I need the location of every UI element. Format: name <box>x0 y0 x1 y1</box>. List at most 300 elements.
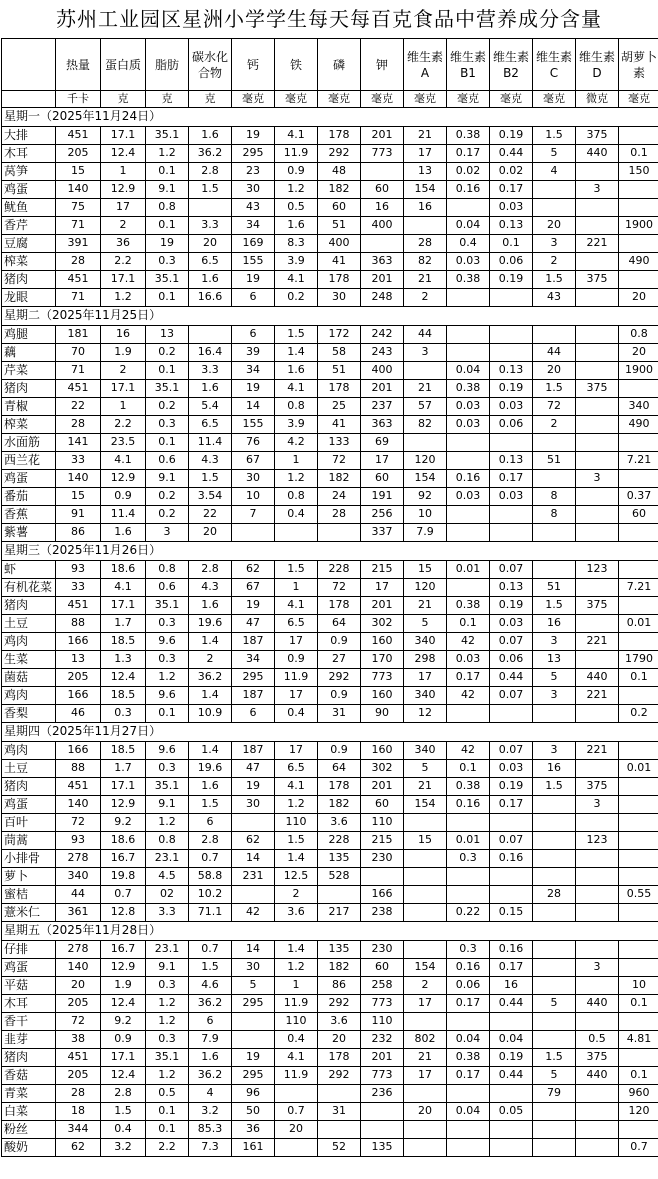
table-cell: 1 <box>101 398 146 416</box>
table-cell: 295 <box>232 669 275 687</box>
table-cell: 1.5 <box>533 271 576 289</box>
table-cell <box>576 886 619 904</box>
table-cell <box>490 434 533 452</box>
table-cell: 236 <box>361 1085 404 1103</box>
table-cell <box>232 524 275 542</box>
table-cell: 71.1 <box>189 904 232 922</box>
unit-cell: 毫克 <box>361 91 404 108</box>
day-section-label: 星期二（2025年11月25日） <box>2 307 658 326</box>
table-cell <box>404 434 447 452</box>
table-cell: 1.4 <box>189 742 232 760</box>
table-cell: 232 <box>361 1031 404 1049</box>
table-cell: 11.9 <box>275 995 318 1013</box>
table-cell: 215 <box>361 832 404 850</box>
table-cell: 91 <box>56 506 101 524</box>
table-cell <box>576 398 619 416</box>
table-cell: 0.3 <box>146 253 189 271</box>
table-cell: 9.1 <box>146 796 189 814</box>
table-cell: 3 <box>533 633 576 651</box>
table-cell: 0.16 <box>447 181 490 199</box>
table-cell <box>576 452 619 470</box>
table-cell: 41 <box>318 416 361 434</box>
table-cell <box>619 1121 658 1139</box>
table-cell: 35.1 <box>146 127 189 145</box>
table-cell: 20 <box>619 344 658 362</box>
table-cell: 1.5 <box>189 181 232 199</box>
table-row <box>2 145 658 163</box>
table-cell <box>490 886 533 904</box>
table-cell: 2.8 <box>189 832 232 850</box>
unit-cell: 毫克 <box>275 91 318 108</box>
table-cell: 205 <box>56 145 101 163</box>
table-cell: 10 <box>619 977 658 995</box>
table-cell: 6.5 <box>189 253 232 271</box>
table-cell: 7 <box>232 506 275 524</box>
table-cell: 0.37 <box>619 488 658 506</box>
table-cell <box>490 1121 533 1139</box>
table-row <box>2 1031 658 1049</box>
table-cell: 43 <box>232 199 275 217</box>
table-cell: 243 <box>361 344 404 362</box>
table-cell: 160 <box>361 687 404 705</box>
table-cell: 4.1 <box>275 778 318 796</box>
table-cell: 16 <box>533 615 576 633</box>
table-cell: 0.17 <box>447 995 490 1013</box>
table-cell <box>447 506 490 524</box>
table-cell: 21 <box>404 271 447 289</box>
food-name: 百叶 <box>2 814 56 832</box>
table-cell: 215 <box>361 561 404 579</box>
day-section-label: 星期一（2025年11月24日） <box>2 108 658 127</box>
table-cell: 5 <box>533 995 576 1013</box>
table-row <box>2 416 658 434</box>
table-row <box>2 398 658 416</box>
table-cell: 19 <box>232 778 275 796</box>
table-cell: 0.1 <box>146 217 189 235</box>
table-cell: 15 <box>404 561 447 579</box>
table-cell <box>619 1013 658 1031</box>
food-name: 鱿鱼 <box>2 199 56 217</box>
table-cell: 12.9 <box>101 181 146 199</box>
table-cell <box>533 796 576 814</box>
table-cell <box>533 326 576 344</box>
table-cell: 19 <box>232 380 275 398</box>
table-cell: 60 <box>361 470 404 488</box>
table-cell: 86 <box>318 977 361 995</box>
table-cell: 292 <box>318 145 361 163</box>
table-row <box>2 633 658 651</box>
table-cell: 28 <box>404 235 447 253</box>
table-cell: 0.19 <box>490 380 533 398</box>
table-cell: 62 <box>56 1139 101 1157</box>
table-cell <box>447 1085 490 1103</box>
table-cell: 248 <box>361 289 404 307</box>
table-cell <box>404 1139 447 1157</box>
unit-cell: 微克 <box>576 91 619 108</box>
table-cell: 0.38 <box>447 127 490 145</box>
food-name: 香芹 <box>2 217 56 235</box>
table-cell: 166 <box>361 886 404 904</box>
table-row <box>2 127 658 145</box>
table-cell: 28 <box>56 416 101 434</box>
table-cell <box>447 814 490 832</box>
table-cell: 451 <box>56 778 101 796</box>
food-name: 鸡蛋 <box>2 181 56 199</box>
table-row <box>2 488 658 506</box>
unit-cell: 毫克 <box>318 91 361 108</box>
table-cell: 33 <box>56 579 101 597</box>
table-cell: 292 <box>318 995 361 1013</box>
table-cell: 256 <box>361 506 404 524</box>
table-cell <box>576 850 619 868</box>
table-cell: 258 <box>361 977 404 995</box>
food-name: 水面筋 <box>2 434 56 452</box>
table-cell: 237 <box>361 398 404 416</box>
table-cell: 7.9 <box>404 524 447 542</box>
table-cell: 3 <box>533 235 576 253</box>
table-cell: 0.19 <box>490 127 533 145</box>
table-cell <box>490 1085 533 1103</box>
table-cell: 0.1 <box>619 1067 658 1085</box>
table-cell: 3 <box>576 181 619 199</box>
table-cell: 02 <box>146 886 189 904</box>
table-cell: 1900 <box>619 217 658 235</box>
table-cell: 0.2 <box>146 344 189 362</box>
table-row <box>2 868 658 886</box>
table-cell: 76 <box>232 434 275 452</box>
table-cell: 1.5 <box>189 959 232 977</box>
column-header: 脂肪 <box>146 39 189 91</box>
table-cell: 0.55 <box>619 886 658 904</box>
food-name: 鸡蛋 <box>2 796 56 814</box>
table-row <box>2 941 658 959</box>
table-cell: 1.5 <box>275 561 318 579</box>
table-cell: 0.9 <box>101 1031 146 1049</box>
table-cell: 440 <box>576 995 619 1013</box>
table-cell: 30 <box>232 796 275 814</box>
table-cell: 0.03 <box>447 651 490 669</box>
table-cell <box>533 470 576 488</box>
table-cell: 8 <box>533 488 576 506</box>
table-cell: 1.4 <box>275 941 318 959</box>
table-cell: 0.03 <box>490 615 533 633</box>
table-row <box>2 452 658 470</box>
table-cell <box>533 850 576 868</box>
table-cell: 4.3 <box>189 579 232 597</box>
table-cell: 205 <box>56 995 101 1013</box>
table-cell: 18.6 <box>101 561 146 579</box>
table-cell: 0.38 <box>447 597 490 615</box>
table-cell <box>447 452 490 470</box>
table-cell: 1.2 <box>146 995 189 1013</box>
table-cell: 1.2 <box>146 1013 189 1031</box>
table-cell: 182 <box>318 181 361 199</box>
food-name: 猪肉 <box>2 1049 56 1067</box>
table-row <box>2 705 658 723</box>
table-cell: 0.2 <box>146 488 189 506</box>
table-cell <box>576 977 619 995</box>
table-cell: 4.2 <box>275 434 318 452</box>
table-cell <box>533 977 576 995</box>
table-cell: 0.1 <box>146 705 189 723</box>
table-cell: 1.5 <box>533 380 576 398</box>
table-cell: 0.38 <box>447 778 490 796</box>
table-cell: 2 <box>533 416 576 434</box>
column-header: 维生素A <box>404 39 447 91</box>
table-cell: 135 <box>318 850 361 868</box>
table-cell: 51 <box>533 579 576 597</box>
table-cell: 1.5 <box>275 326 318 344</box>
table-cell: 10.9 <box>189 705 232 723</box>
table-cell: 13 <box>146 326 189 344</box>
table-cell: 451 <box>56 597 101 615</box>
table-cell: 52 <box>318 1139 361 1157</box>
table-cell: 16.4 <box>189 344 232 362</box>
table-cell: 0.2 <box>275 289 318 307</box>
table-cell: 0.3 <box>146 1031 189 1049</box>
table-cell: 35.1 <box>146 380 189 398</box>
table-row <box>2 163 658 181</box>
table-cell: 0.1 <box>146 1103 189 1121</box>
table-cell: 17.1 <box>101 597 146 615</box>
table-cell: 1.5 <box>189 470 232 488</box>
table-cell: 0.01 <box>619 615 658 633</box>
table-cell: 140 <box>56 181 101 199</box>
table-cell: 75 <box>56 199 101 217</box>
table-cell: 3.2 <box>189 1103 232 1121</box>
table-cell: 12.8 <box>101 904 146 922</box>
table-cell: 0.06 <box>490 651 533 669</box>
table-cell: 292 <box>318 1067 361 1085</box>
table-cell: 60 <box>361 181 404 199</box>
table-cell: 0.8 <box>275 488 318 506</box>
table-cell: 6 <box>189 814 232 832</box>
day-section-row <box>2 307 658 326</box>
table-cell: 231 <box>232 868 275 886</box>
table-cell: 15 <box>56 488 101 506</box>
table-cell: 340 <box>404 633 447 651</box>
table-cell: 0.07 <box>490 687 533 705</box>
table-cell: 0.06 <box>447 977 490 995</box>
table-cell: 0.6 <box>146 579 189 597</box>
table-cell: 0.03 <box>447 416 490 434</box>
table-cell: 3 <box>576 470 619 488</box>
food-name: 香菇 <box>2 1067 56 1085</box>
table-cell: 0.4 <box>101 1121 146 1139</box>
table-cell: 25 <box>318 398 361 416</box>
table-cell: 35.1 <box>146 271 189 289</box>
table-cell: 1.6 <box>189 1049 232 1067</box>
table-cell: 0.17 <box>447 669 490 687</box>
food-name: 小排骨 <box>2 850 56 868</box>
unit-cell: 毫克 <box>619 91 658 108</box>
table-row <box>2 271 658 289</box>
table-cell <box>404 850 447 868</box>
table-cell <box>404 868 447 886</box>
column-header: 蛋白质 <box>101 39 146 91</box>
table-cell: 6.5 <box>275 760 318 778</box>
table-cell <box>576 253 619 271</box>
table-cell: 528 <box>318 868 361 886</box>
table-cell: 2 <box>404 977 447 995</box>
table-cell: 4.1 <box>101 452 146 470</box>
table-cell: 166 <box>56 633 101 651</box>
table-cell: 14 <box>232 850 275 868</box>
table-cell: 12.4 <box>101 669 146 687</box>
table-cell: 30 <box>232 470 275 488</box>
table-cell: 160 <box>361 742 404 760</box>
unit-corner <box>2 91 56 108</box>
table-cell: 17 <box>101 199 146 217</box>
table-cell: 3.6 <box>275 904 318 922</box>
table-cell <box>232 814 275 832</box>
table-cell: 201 <box>361 271 404 289</box>
table-cell: 1.2 <box>275 181 318 199</box>
table-cell: 57 <box>404 398 447 416</box>
table-cell: 0.16 <box>490 941 533 959</box>
table-row <box>2 1085 658 1103</box>
table-cell <box>533 904 576 922</box>
table-cell: 242 <box>361 326 404 344</box>
table-cell: 361 <box>56 904 101 922</box>
table-cell: 166 <box>56 687 101 705</box>
table-cell: 19 <box>232 127 275 145</box>
table-cell <box>576 326 619 344</box>
table-cell: 4.81 <box>619 1031 658 1049</box>
table-cell: 4.3 <box>189 452 232 470</box>
unit-cell: 毫克 <box>447 91 490 108</box>
table-cell: 0.7 <box>101 886 146 904</box>
table-cell: 1.5 <box>275 832 318 850</box>
table-cell: 451 <box>56 1049 101 1067</box>
table-cell: 0.44 <box>490 1067 533 1085</box>
food-name: 粉丝 <box>2 1121 56 1139</box>
table-row <box>2 669 658 687</box>
table-row <box>2 524 658 542</box>
table-cell: 30 <box>232 181 275 199</box>
table-row <box>2 253 658 271</box>
day-section-row <box>2 542 658 561</box>
table-cell: 375 <box>576 597 619 615</box>
table-cell: 0.3 <box>447 850 490 868</box>
table-cell: 41 <box>318 253 361 271</box>
unit-cell: 毫克 <box>533 91 576 108</box>
table-cell: 0.17 <box>447 1067 490 1085</box>
table-cell: 15 <box>404 832 447 850</box>
table-cell: 21 <box>404 597 447 615</box>
table-cell: 62 <box>232 832 275 850</box>
table-cell: 181 <box>56 326 101 344</box>
table-cell <box>619 633 658 651</box>
table-row <box>2 651 658 669</box>
table-cell: 20 <box>275 1121 318 1139</box>
table-cell: 1 <box>275 977 318 995</box>
table-cell: 4.1 <box>275 271 318 289</box>
table-cell: 3.3 <box>146 904 189 922</box>
table-cell: 0.4 <box>275 1031 318 1049</box>
food-name: 大排 <box>2 127 56 145</box>
table-cell: 1.4 <box>275 344 318 362</box>
table-cell <box>576 217 619 235</box>
table-cell: 42 <box>232 904 275 922</box>
table-cell: 182 <box>318 796 361 814</box>
table-cell: 0.03 <box>447 253 490 271</box>
table-row <box>2 579 658 597</box>
table-cell <box>619 561 658 579</box>
table-cell: 3 <box>146 524 189 542</box>
table-cell: 11.4 <box>101 506 146 524</box>
table-cell <box>361 868 404 886</box>
unit-cell: 毫克 <box>490 91 533 108</box>
table-cell: 221 <box>576 235 619 253</box>
table-cell: 2.2 <box>146 1139 189 1157</box>
table-cell: 9.2 <box>101 814 146 832</box>
table-cell: 187 <box>232 742 275 760</box>
table-cell: 0.13 <box>490 217 533 235</box>
table-cell: 120 <box>619 1103 658 1121</box>
table-cell: 8 <box>533 506 576 524</box>
table-cell: 363 <box>361 253 404 271</box>
table-cell: 1.6 <box>275 362 318 380</box>
table-cell <box>404 217 447 235</box>
table-cell: 0.13 <box>490 362 533 380</box>
table-cell: 3.2 <box>101 1139 146 1157</box>
table-cell <box>318 524 361 542</box>
table-cell: 0.8 <box>146 832 189 850</box>
table-cell: 0.07 <box>490 561 533 579</box>
food-name: 土豆 <box>2 615 56 633</box>
table-cell: 302 <box>361 760 404 778</box>
table-cell <box>490 289 533 307</box>
table-cell: 0.01 <box>447 832 490 850</box>
table-cell: 79 <box>533 1085 576 1103</box>
column-header: 维生素C <box>533 39 576 91</box>
table-cell: 0.9 <box>275 163 318 181</box>
table-cell: 64 <box>318 760 361 778</box>
table-cell: 0.1 <box>146 289 189 307</box>
unit-cell: 毫克 <box>232 91 275 108</box>
table-cell: 0.9 <box>318 633 361 651</box>
table-cell: 0.06 <box>490 253 533 271</box>
food-name: 榨菜 <box>2 416 56 434</box>
table-cell <box>533 181 576 199</box>
table-cell <box>533 524 576 542</box>
table-cell: 0.1 <box>619 995 658 1013</box>
table-cell: 4.1 <box>275 597 318 615</box>
table-cell: 340 <box>404 687 447 705</box>
table-cell: 21 <box>404 380 447 398</box>
table-cell: 4.1 <box>101 579 146 597</box>
table-cell: 451 <box>56 127 101 145</box>
table-cell: 19 <box>232 271 275 289</box>
table-cell <box>361 163 404 181</box>
table-cell: 0.7 <box>275 1103 318 1121</box>
table-row <box>2 959 658 977</box>
table-cell <box>189 199 232 217</box>
table-cell: 18 <box>56 1103 101 1121</box>
table-cell <box>533 561 576 579</box>
table-cell <box>576 163 619 181</box>
table-cell: 7.9 <box>189 1031 232 1049</box>
table-cell: 1.2 <box>275 796 318 814</box>
table-cell: 295 <box>232 995 275 1013</box>
table-cell <box>619 959 658 977</box>
food-name: 西兰花 <box>2 452 56 470</box>
table-cell: 36.2 <box>189 669 232 687</box>
table-cell: 295 <box>232 145 275 163</box>
table-cell: 340 <box>404 742 447 760</box>
table-cell <box>404 814 447 832</box>
